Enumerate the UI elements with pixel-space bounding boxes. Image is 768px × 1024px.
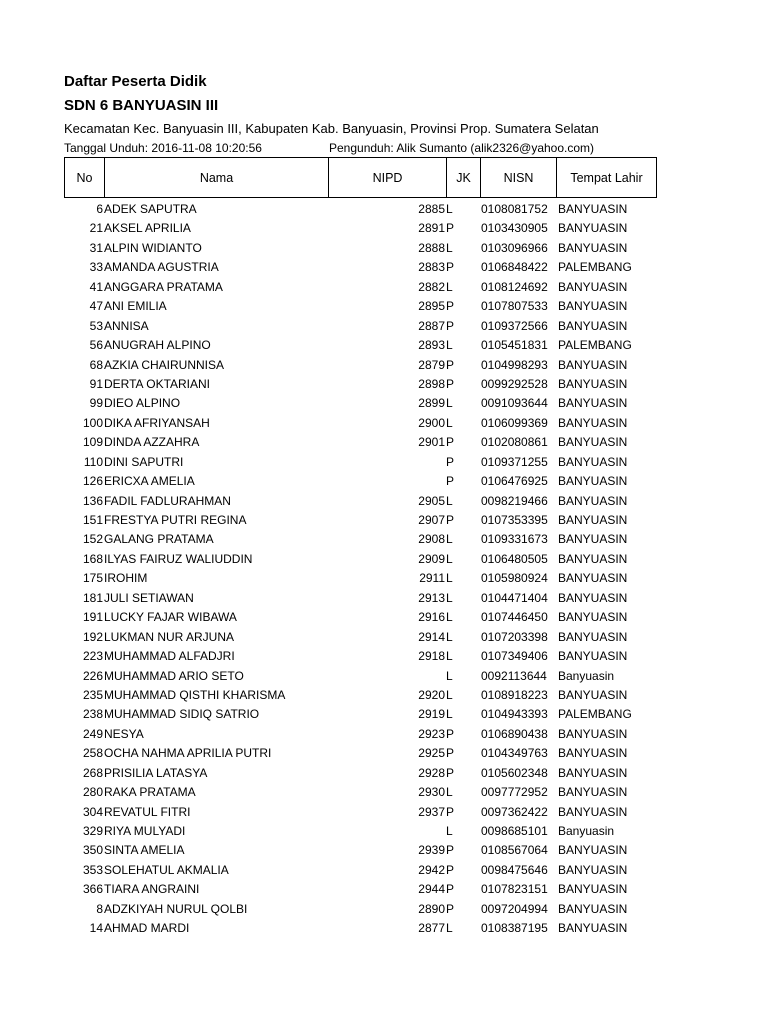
row-nisn: 0104943393 — [481, 707, 548, 722]
row-tempat-lahir: BANYUASIN — [558, 493, 628, 508]
table-row — [0, 375, 768, 394]
row-nipd: 2887 — [418, 318, 445, 333]
row-no: 258 — [82, 746, 103, 761]
row-no: 238 — [82, 707, 103, 722]
row-no: 14 — [89, 921, 103, 936]
download-date: Tanggal Unduh: 2016-11-08 10:20:56 — [64, 141, 262, 155]
row-tempat-lahir: BANYUASIN — [558, 590, 628, 605]
row-jk: P — [446, 513, 455, 527]
row-nipd: 2877 — [418, 921, 445, 936]
row-nama: MUHAMMAD QISTHI KHARISMA — [104, 687, 286, 702]
row-nama: ANGGARA PRATAMA — [104, 279, 223, 294]
row-tempat-lahir: BANYUASIN — [558, 376, 628, 391]
table-row — [0, 744, 768, 763]
row-jk: L — [446, 202, 453, 216]
row-no: 175 — [82, 571, 103, 586]
row-jk: L — [446, 532, 453, 547]
row-nisn: 0103430905 — [481, 221, 548, 236]
row-jk: P — [446, 376, 455, 391]
table-row — [0, 686, 768, 705]
row-nama: AKSEL APRILIA — [104, 221, 191, 236]
row-jk: P — [446, 882, 455, 897]
row-tempat-lahir: PALEMBANG — [558, 338, 632, 353]
row-nipd: 2944 — [418, 882, 445, 897]
table-row — [0, 550, 768, 569]
row-nisn: 0106099369 — [481, 415, 548, 430]
row-nama: RIYA MULYADI — [104, 824, 186, 838]
row-nama: ERICXA AMELIA — [104, 474, 195, 489]
table-row — [0, 297, 768, 316]
row-tempat-lahir: BANYUASIN — [558, 785, 628, 800]
table-row — [0, 278, 768, 297]
row-no: 353 — [82, 862, 103, 877]
row-jk: P — [446, 299, 455, 314]
table-row — [0, 433, 768, 452]
row-tempat-lahir: BANYUASIN — [558, 202, 628, 216]
row-nisn: 0106480505 — [481, 551, 548, 566]
row-nisn: 0107823151 — [481, 882, 548, 897]
row-nipd: 2899 — [418, 396, 445, 411]
row-nama: ADZKIYAH NURUL QOLBI — [104, 901, 248, 916]
row-no: 152 — [82, 532, 103, 547]
row-tempat-lahir: BANYUASIN — [558, 474, 628, 489]
row-nisn: 0103096966 — [481, 240, 548, 255]
row-tempat-lahir: BANYUASIN — [558, 221, 628, 236]
row-no: 268 — [82, 765, 103, 780]
table-row — [0, 200, 768, 219]
student-list — [0, 200, 768, 939]
row-nama: FRESTYA PUTRI REGINA — [104, 513, 247, 527]
row-no: 31 — [89, 240, 103, 255]
row-nama: TIARA ANGRAINI — [104, 882, 200, 897]
table-row — [0, 472, 768, 491]
table-row — [0, 589, 768, 608]
row-nama: IROHIM — [104, 571, 148, 586]
row-jk: L — [446, 571, 453, 586]
row-jk: L — [446, 629, 453, 644]
row-nama: GALANG PRATAMA — [104, 532, 214, 547]
row-jk: L — [446, 240, 453, 255]
row-nisn: 0107353395 — [481, 513, 548, 527]
document-title: Daftar Peserta Didik — [64, 73, 207, 90]
row-no: 350 — [82, 843, 103, 858]
table-row — [0, 356, 768, 375]
row-nisn: 0105980924 — [481, 571, 548, 586]
row-no: 33 — [89, 260, 103, 275]
row-nisn: 0104471404 — [481, 590, 548, 605]
row-jk: L — [446, 610, 453, 625]
row-tempat-lahir: BANYUASIN — [558, 901, 628, 916]
row-jk: L — [446, 649, 453, 664]
row-no: 126 — [82, 474, 103, 489]
row-tempat-lahir: BANYUASIN — [558, 240, 628, 255]
row-jk: P — [446, 318, 455, 333]
row-nisn: 0108387195 — [481, 921, 548, 936]
row-nama: DIKA AFRIYANSAH — [104, 415, 210, 430]
row-no: 136 — [82, 493, 103, 508]
row-nisn: 0106848422 — [481, 260, 548, 275]
row-nama: RAKA PRATAMA — [104, 785, 196, 800]
table-row — [0, 414, 768, 433]
row-nama: DIEO ALPINO — [104, 396, 181, 411]
row-nisn: 0107203398 — [481, 629, 548, 644]
row-nama: SINTA AMELIA — [104, 843, 185, 858]
row-tempat-lahir: BANYUASIN — [558, 726, 628, 741]
row-nipd: 2882 — [418, 279, 445, 294]
row-nama: ANUGRAH ALPINO — [104, 338, 211, 353]
row-no: 53 — [89, 318, 103, 333]
row-nama: LUCKY FAJAR WIBAWA — [104, 610, 237, 625]
row-nisn: 0108124692 — [481, 279, 548, 294]
column-header-jk: JK — [447, 158, 481, 198]
row-nama: REVATUL FITRI — [104, 804, 191, 819]
row-nisn: 0106476925 — [481, 474, 548, 489]
row-jk: P — [446, 843, 455, 858]
row-tempat-lahir: BANYUASIN — [558, 629, 628, 644]
row-tempat-lahir: BANYUASIN — [558, 532, 628, 547]
row-jk: L — [446, 824, 453, 838]
row-tempat-lahir: PALEMBANG — [558, 707, 632, 722]
row-jk: P — [446, 357, 455, 372]
row-nisn: 0098219466 — [481, 493, 548, 508]
table-row — [0, 394, 768, 413]
row-nisn: 0097204994 — [481, 901, 548, 916]
row-nama: OCHA NAHMA APRILIA PUTRI — [104, 746, 272, 761]
row-nisn: 0104998293 — [481, 357, 548, 372]
row-nama: MUHAMMAD ALFADJRI — [104, 649, 235, 664]
row-nama: AMANDA AGUSTRIA — [104, 260, 219, 275]
row-nipd: 2928 — [418, 765, 445, 780]
row-nipd: 2919 — [418, 707, 445, 722]
row-nipd: 2914 — [418, 629, 445, 644]
row-nisn: 0108918223 — [481, 687, 548, 702]
row-nama: ANNISA — [104, 318, 149, 333]
row-nisn: 0105451831 — [481, 338, 548, 353]
row-no: 366 — [82, 882, 103, 897]
row-nisn: 0098475646 — [481, 862, 548, 877]
row-tempat-lahir: BANYUASIN — [558, 299, 628, 314]
row-no: 56 — [89, 338, 103, 353]
table-row — [0, 628, 768, 647]
row-jk: P — [446, 454, 455, 469]
table-header — [64, 157, 657, 198]
row-nipd: 2911 — [419, 571, 445, 586]
table-row — [0, 492, 768, 511]
row-nipd: 2905 — [418, 493, 445, 508]
row-nipd: 2923 — [418, 726, 445, 741]
row-tempat-lahir: BANYUASIN — [558, 921, 628, 936]
table-row — [0, 258, 768, 277]
row-nipd: 2909 — [418, 551, 445, 566]
row-nama: DINDA AZZAHRA — [104, 435, 200, 450]
row-no: 8 — [96, 901, 103, 916]
row-jk: L — [446, 338, 453, 353]
row-tempat-lahir: BANYUASIN — [558, 765, 628, 780]
table-row — [0, 667, 768, 686]
row-nipd: 2908 — [418, 532, 445, 547]
row-nama: AZKIA CHAIRUNNISA — [104, 357, 225, 372]
row-no: 110 — [83, 454, 103, 469]
row-tempat-lahir: BANYUASIN — [558, 318, 628, 333]
row-nama: MUHAMMAD ARIO SETO — [104, 668, 244, 683]
row-no: 181 — [82, 590, 103, 605]
row-tempat-lahir: BANYUASIN — [558, 746, 628, 761]
row-nama: ADEK SAPUTRA — [104, 202, 197, 216]
row-nisn: 0099292528 — [481, 376, 548, 391]
row-jk: L — [446, 707, 453, 722]
row-nama: ALPIN WIDIANTO — [104, 240, 202, 255]
row-nisn: 0092113644 — [481, 668, 547, 683]
row-no: 304 — [82, 804, 103, 819]
row-nipd: 2907 — [418, 513, 445, 527]
table-row — [0, 647, 768, 666]
table-row — [0, 317, 768, 336]
row-nipd: 2888 — [418, 240, 445, 255]
row-jk: L — [446, 396, 453, 411]
row-jk: P — [446, 435, 455, 450]
row-no: 280 — [82, 785, 103, 800]
row-jk: P — [446, 474, 455, 489]
row-nama: DINI SAPUTRI — [104, 454, 184, 469]
row-jk: P — [446, 260, 455, 275]
row-nisn: 0109371255 — [481, 454, 548, 469]
table-row — [0, 803, 768, 822]
row-no: 6 — [96, 202, 103, 216]
row-nisn: 0107807533 — [481, 299, 548, 314]
row-nisn: 0102080861 — [481, 435, 548, 450]
table-row — [0, 705, 768, 724]
row-jk: L — [446, 590, 453, 605]
row-no: 109 — [82, 435, 103, 450]
table-row — [0, 453, 768, 472]
table-row — [0, 841, 768, 860]
row-jk: P — [446, 862, 455, 877]
table-row — [0, 336, 768, 355]
row-jk: P — [446, 901, 455, 916]
row-nipd: 2939 — [418, 843, 445, 858]
table-row — [0, 822, 768, 841]
table-row — [0, 725, 768, 744]
row-no: 168 — [82, 551, 103, 566]
column-header-tempat-lahir: Tempat Lahir — [557, 158, 657, 198]
location-line: Kecamatan Kec. Banyuasin III, Kabupaten Kab. Banyuasin, Provinsi Prop. Sumatera Selatan — [64, 121, 599, 136]
row-nisn: 0091093644 — [481, 396, 548, 411]
row-nipd: 2879 — [418, 357, 445, 372]
row-no: 47 — [89, 299, 103, 314]
row-no: 99 — [89, 396, 103, 411]
column-header-nipd: NIPD — [329, 158, 447, 198]
table-row — [0, 530, 768, 549]
table-row — [0, 880, 768, 899]
row-nama: AHMAD MARDI — [104, 921, 190, 936]
school-name: SDN 6 BANYUASIN III — [64, 97, 219, 114]
row-nisn: 0107349406 — [481, 649, 548, 664]
table-row — [0, 783, 768, 802]
row-nama: PRISILIA LATASYA — [104, 765, 208, 780]
row-tempat-lahir: BANYUASIN — [558, 610, 628, 625]
row-no: 223 — [82, 649, 103, 664]
downloader: Pengunduh: Alik Sumanto (alik2326@yahoo.com) — [329, 141, 595, 155]
row-nipd: 2890 — [418, 901, 445, 916]
row-nipd: 2891 — [418, 221, 445, 236]
table-row — [0, 764, 768, 783]
row-nama: LUKMAN NUR ARJUNA — [104, 629, 235, 644]
row-nama: ILYAS FAIRUZ WALIUDDIN — [104, 551, 253, 566]
table-row — [0, 608, 768, 627]
row-no: 100 — [82, 415, 103, 430]
row-jk: L — [446, 279, 453, 294]
table-row — [0, 861, 768, 880]
row-no: 226 — [82, 668, 103, 683]
row-tempat-lahir: BANYUASIN — [558, 571, 628, 586]
row-nipd: 2895 — [418, 299, 445, 314]
row-no: 235 — [82, 687, 103, 702]
row-jk: L — [446, 551, 453, 566]
row-nama: MUHAMMAD SIDIQ SATRIO — [104, 707, 260, 722]
row-no: 249 — [82, 726, 103, 741]
row-nisn: 0098685101 — [481, 824, 548, 838]
table-row — [0, 569, 768, 588]
row-nama: ANI EMILIA — [104, 299, 167, 314]
row-jk: L — [446, 668, 453, 683]
row-nisn: 0109372566 — [481, 318, 548, 333]
row-nipd: 2900 — [418, 415, 445, 430]
row-no: 91 — [89, 376, 103, 391]
row-tempat-lahir: BANYUASIN — [558, 882, 628, 897]
row-tempat-lahir: Banyuasin — [558, 668, 615, 683]
row-nisn: 0107446450 — [481, 610, 548, 625]
row-no: 151 — [82, 513, 103, 527]
row-tempat-lahir: BANYUASIN — [558, 804, 628, 819]
column-header-no: No — [65, 158, 105, 198]
table-row — [0, 919, 768, 938]
row-nipd: 2883 — [418, 260, 445, 275]
row-nipd: 2930 — [418, 785, 445, 800]
row-nisn: 0105602348 — [481, 765, 548, 780]
row-nisn: 0106890438 — [481, 726, 548, 741]
row-tempat-lahir: BANYUASIN — [558, 862, 628, 877]
row-nipd: 2920 — [418, 687, 445, 702]
row-tempat-lahir: BANYUASIN — [558, 415, 628, 430]
row-tempat-lahir: BANYUASIN — [558, 687, 628, 702]
row-tempat-lahir: BANYUASIN — [558, 843, 628, 858]
row-tempat-lahir: BANYUASIN — [558, 513, 628, 527]
row-nipd: 2918 — [418, 649, 445, 664]
row-nipd: 2898 — [418, 376, 445, 391]
row-jk: P — [446, 765, 455, 780]
row-tempat-lahir: BANYUASIN — [558, 454, 628, 469]
row-tempat-lahir: Banyuasin — [558, 824, 615, 838]
row-jk: L — [446, 785, 453, 800]
row-nama: SOLEHATUL AKMALIA — [104, 862, 229, 877]
row-nipd: 2893 — [418, 338, 445, 353]
row-nisn: 0109331673 — [481, 532, 548, 547]
row-nisn: 0108081752 — [481, 202, 548, 216]
row-jk: L — [446, 921, 453, 936]
row-tempat-lahir: PALEMBANG — [558, 260, 632, 275]
table-row — [0, 900, 768, 919]
row-nisn: 0097362422 — [481, 804, 548, 819]
row-tempat-lahir: BANYUASIN — [558, 279, 628, 294]
row-nipd: 2885 — [418, 202, 445, 216]
table-row — [0, 239, 768, 258]
row-no: 191 — [82, 610, 103, 625]
row-nipd: 2901 — [418, 435, 445, 450]
row-jk: L — [446, 687, 453, 702]
table-row — [0, 511, 768, 530]
row-nipd: 2942 — [418, 862, 445, 877]
row-no: 21 — [89, 221, 103, 236]
column-header-nama: Nama — [105, 158, 329, 198]
row-no: 41 — [89, 279, 103, 294]
column-header-nisn: NISN — [481, 158, 557, 198]
row-nipd: 2937 — [418, 804, 445, 819]
row-jk: P — [446, 746, 455, 761]
row-jk: L — [446, 493, 453, 508]
row-nisn: 0097772952 — [481, 785, 548, 800]
row-nama: DERTA OKTARIANI — [104, 376, 211, 391]
row-jk: P — [446, 726, 455, 741]
row-tempat-lahir: BANYUASIN — [558, 551, 628, 566]
row-no: 68 — [89, 357, 103, 372]
table-row — [0, 219, 768, 238]
row-no: 192 — [82, 629, 103, 644]
row-no: 329 — [82, 824, 103, 838]
row-jk: P — [446, 221, 455, 236]
row-tempat-lahir: BANYUASIN — [558, 649, 628, 664]
row-jk: L — [446, 415, 453, 430]
row-nisn: 0104349763 — [481, 746, 548, 761]
row-tempat-lahir: BANYUASIN — [558, 396, 628, 411]
row-tempat-lahir: BANYUASIN — [558, 357, 628, 372]
row-tempat-lahir: BANYUASIN — [558, 435, 628, 450]
row-nama: NESYA — [104, 726, 144, 741]
row-jk: P — [446, 804, 455, 819]
row-nama: JULI SETIAWAN — [104, 590, 194, 605]
row-nama: FADIL FADLURAHMAN — [104, 493, 231, 508]
row-nipd: 2916 — [418, 610, 445, 625]
row-nisn: 0108567064 — [481, 843, 548, 858]
row-nipd: 2913 — [418, 590, 445, 605]
row-nipd: 2925 — [418, 746, 445, 761]
